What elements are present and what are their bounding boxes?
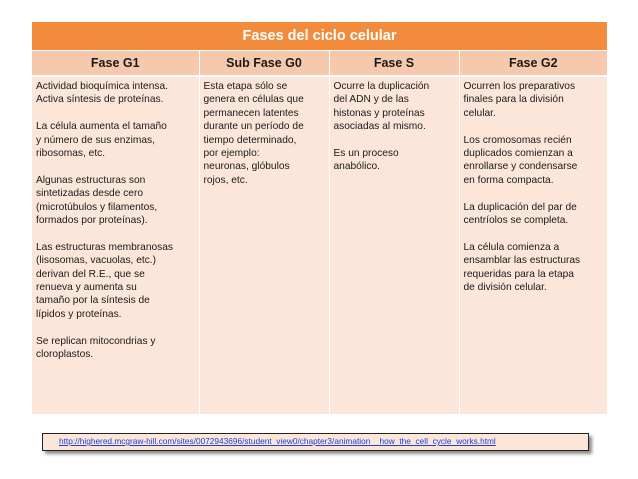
column-header-g0: Sub Fase G0 (199, 51, 329, 77)
s-paragraph: Es un proceso anabólico. (333, 148, 399, 173)
reference-link[interactable]: http://highered.mcgraw-hill.com/sites/0072943696/student_view0/chapter3/animation__how_the_cell_cycle_works.html (59, 436, 496, 446)
cell-g0 (199, 76, 329, 414)
header-row (32, 51, 607, 77)
cell-s (329, 76, 459, 414)
content-row (32, 76, 607, 414)
cell-g1 (32, 76, 199, 414)
cell-g2 (459, 76, 607, 414)
table-title: Fases del ciclo celular (32, 22, 607, 51)
reference-link-box (42, 433, 589, 451)
g0-paragraph: Esta etapa sólo se genera en células que permanecen latentes durante un período de tiempo determinado, por ejemplo: neuronas, glóbulos rojos, etc. (203, 81, 304, 186)
g2-paragraph: Los cromosomas recién duplicados comienzan a enrollarse y condensarse en forma compacta. (463, 134, 578, 186)
g2-paragraph: La célula comienza a ensamblar las estructuras requeridas para la etapa de división celular. (463, 241, 581, 294)
g1-paragraph: La célula aumenta el tamaño y número de sus enzimas, ribosomas, etc. (36, 121, 167, 160)
g1-paragraph: Algunas estructuras son sintetizadas desde cero (microtúbulos y filamentos, formados por proteínas). (36, 174, 158, 227)
cell-cycle-table (32, 22, 607, 414)
g1-paragraph: Las estructuras membranosas (lisosomas, vacuolas, etc.) derivan del R.E., que se renueva y aumenta su tamaño por la síntesis de lípidos y proteínas. (36, 241, 174, 320)
g1-paragraph: Se replican mitocondrias y cloroplastos. (36, 335, 156, 361)
column-header-g1: Fase G1 (32, 51, 199, 77)
column-header-s: Fase S (329, 51, 459, 77)
cell-cycle-table-container (32, 22, 607, 414)
g2-paragraph: Ocurren los preparativos finales para la división celular. (463, 81, 576, 119)
g1-paragraph: Actividad bioquímica intensa. Activa síntesis de proteínas. (36, 81, 168, 106)
s-paragraph: Ocurre la duplicación del ADN y de las histonas y proteínas asociadas al mismo. (333, 81, 430, 133)
g2-paragraph: La duplicación del par de centríolos se completa. (463, 201, 577, 227)
column-header-g2: Fase G2 (459, 51, 607, 77)
